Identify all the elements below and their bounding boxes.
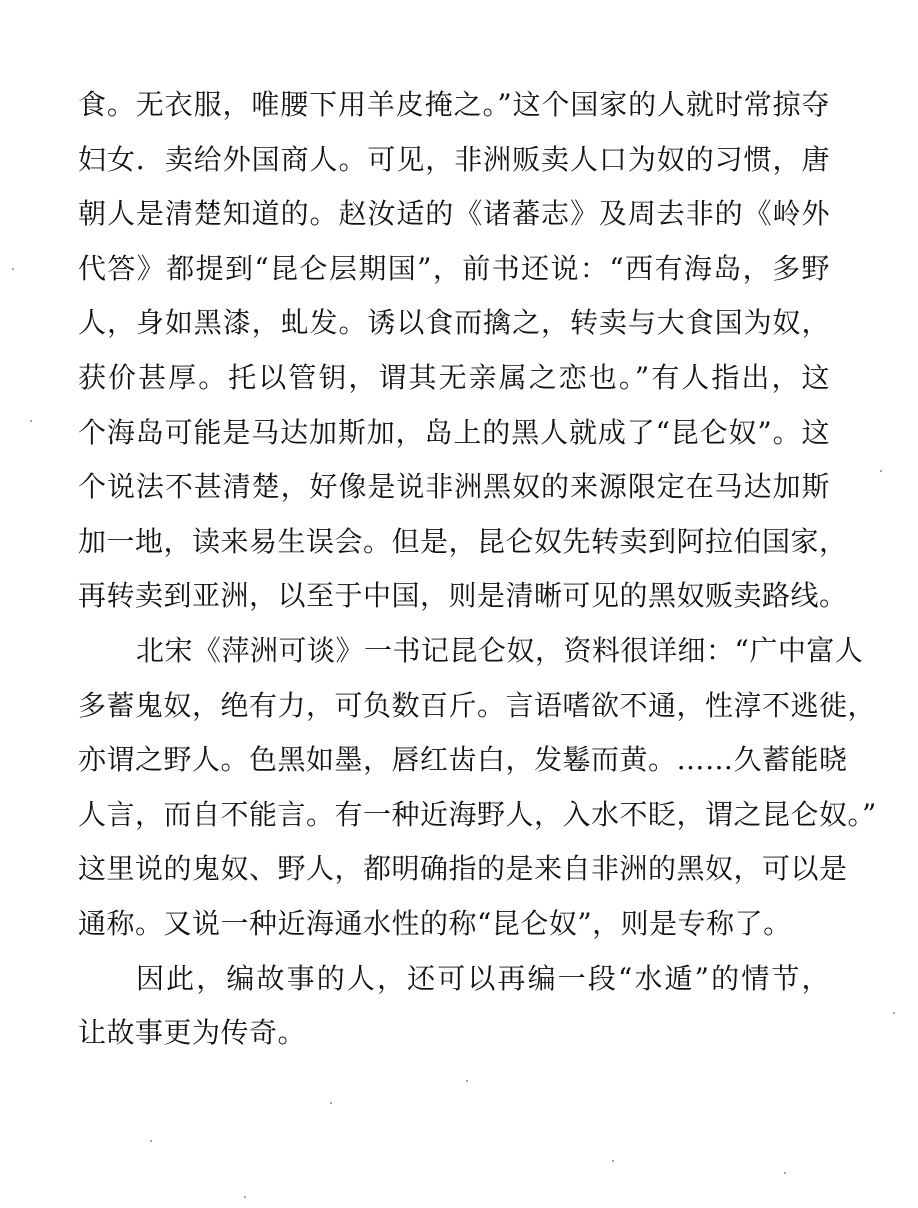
text-line-17: 因此，编故事的人，还可以再编一段“水遁”的情节，	[136, 961, 830, 995]
scan-speck	[150, 1140, 152, 1142]
text-line-2: 妇女．卖给外国商人。可见，非洲贩卖人口为奴的习惯，唐	[78, 142, 830, 176]
text-line-10: 再转卖到亚洲，以至于中国，则是清晰可见的黑奴贩卖路线。	[78, 579, 848, 613]
scan-speck	[612, 1160, 614, 1162]
scan-speck	[466, 1080, 468, 1082]
text-line-9: 加一地，读来易生误会。但是，昆仑奴先转卖到阿拉伯国家，	[78, 524, 848, 558]
text-line-14: 人言，而自不能言。有一种近海野人，入水不眨，谓之昆仑奴。”	[78, 797, 877, 831]
text-line-18: 让故事更为传奇。	[78, 1016, 307, 1050]
text-line-3: 朝人是清楚知道的。赵汝适的《诸蕃志》及周去非的《岭外	[78, 197, 830, 231]
scan-speck	[784, 1172, 786, 1174]
text-line-4: 代答》都提到“昆仑层期国”，前书还说：“西有海岛，多野	[78, 251, 830, 285]
scan-speck	[330, 1102, 332, 1104]
scan-speck	[893, 1012, 895, 1014]
text-line-7: 个海岛可能是马达加斯加，岛上的黑人就成了“昆仑奴”。这	[78, 415, 830, 449]
scan-speck	[12, 268, 14, 270]
text-line-11: 北宋《萍洲可谈》一书记昆仑奴，资料很详细：“广中富人	[136, 633, 864, 667]
text-line-16: 通称。又说一种近海通水性的称“昆仑奴”，则是专称了。	[78, 906, 792, 940]
text-line-12: 多蓄鬼奴，绝有力，可负数百斤。言语嗜欲不通，性淳不逃徙，	[78, 688, 877, 722]
text-line-15: 这里说的鬼奴、野人，都明确指的是来自非洲的黑奴，可以是	[78, 852, 848, 886]
scan-speck	[880, 470, 882, 472]
scan-speck	[30, 420, 32, 422]
body-text	[78, 78, 877, 1061]
text-line-6: 获价甚厚。托以管钥，谓其无亲属之恋也。”有人指出，这	[78, 360, 830, 394]
text-line-1: 食。无衣服，唯腰下用羊皮掩之。”这个国家的人就时常掠夺	[78, 88, 830, 121]
text-line-8: 个说法不甚清楚，好像是说非洲黑奴的来源限定在马达加斯	[78, 470, 830, 504]
scan-speck	[244, 1196, 246, 1198]
text-line-13: 亦谓之野人。色黑如墨，唇红齿白，发鬈而黄。……久蓄能晓	[78, 743, 848, 777]
text-line-5: 人，身如黑漆，虬发。诱以食而擒之，转卖与大食国为奴，	[78, 306, 830, 340]
